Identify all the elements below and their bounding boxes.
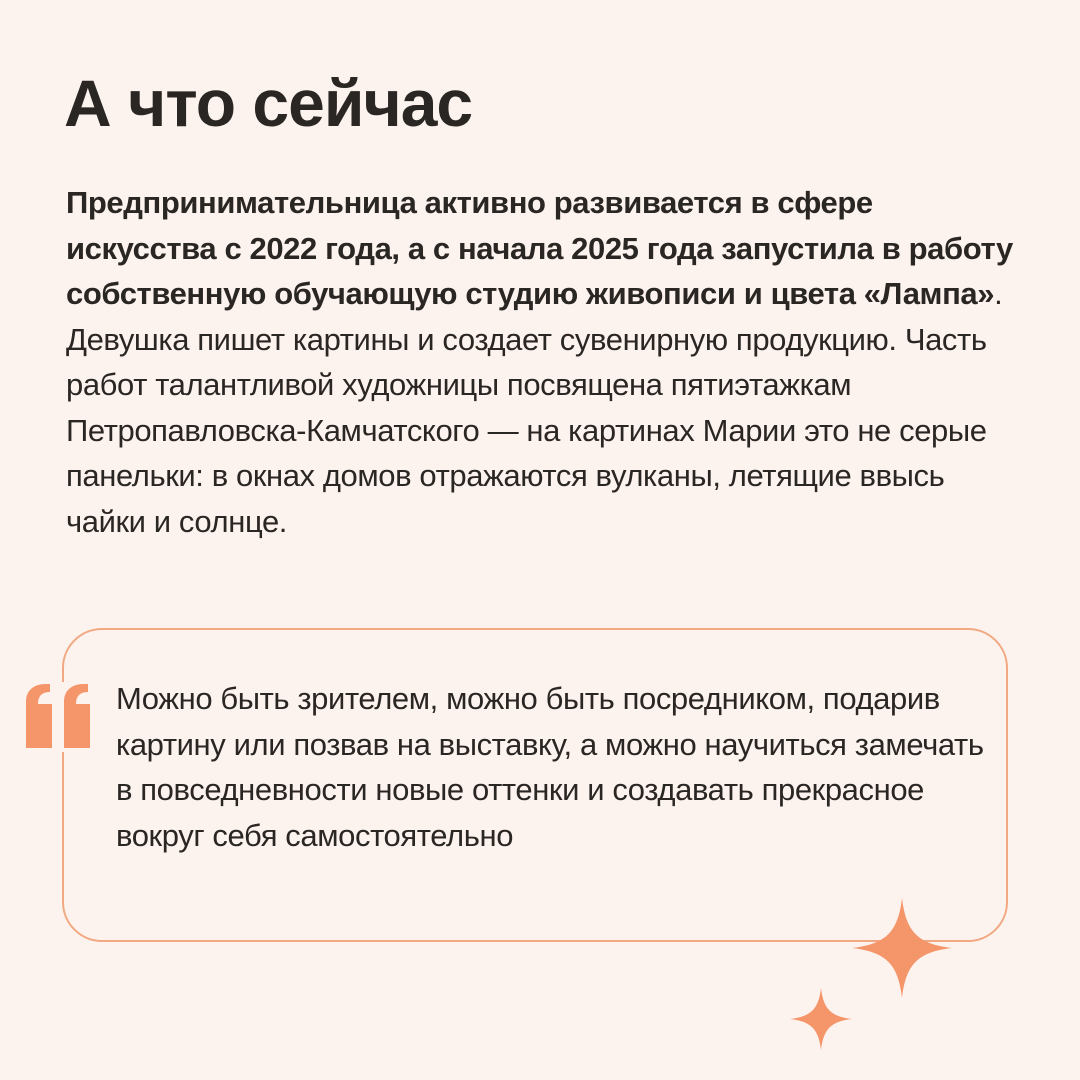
- body-bold-text: Предпринимательница активно развивается в сфере искусства с 2022 года, а с начала 2025 года запустила в работу собственную обучающую студию живописи и цвета «Лампа»: [66, 185, 1013, 311]
- quote-text: Можно быть зрителем, можно быть посредником, подарив картину или позвав на выставку, а можно научиться замечать в повседневности новые оттенки и создавать прекрасное вокруг себя самостоятельно: [116, 681, 984, 853]
- opening-quote-icon: [24, 682, 94, 752]
- sparkle-icon: [790, 988, 852, 1050]
- body-paragraph: [66, 180, 1026, 544]
- sparkle-icon: [852, 898, 952, 998]
- body-regular-text: . Девушка пишет картины и создает сувенирную продукцию. Часть работ талантливой художницы посвящена пятиэтажкам Петропавловска-Камчатского — на картинах Марии это не серые панельки: в окнах домов отражаются вулканы, летящие ввысь чайки и солнце.: [66, 276, 1003, 539]
- page-title: А что сейчас: [64, 66, 473, 140]
